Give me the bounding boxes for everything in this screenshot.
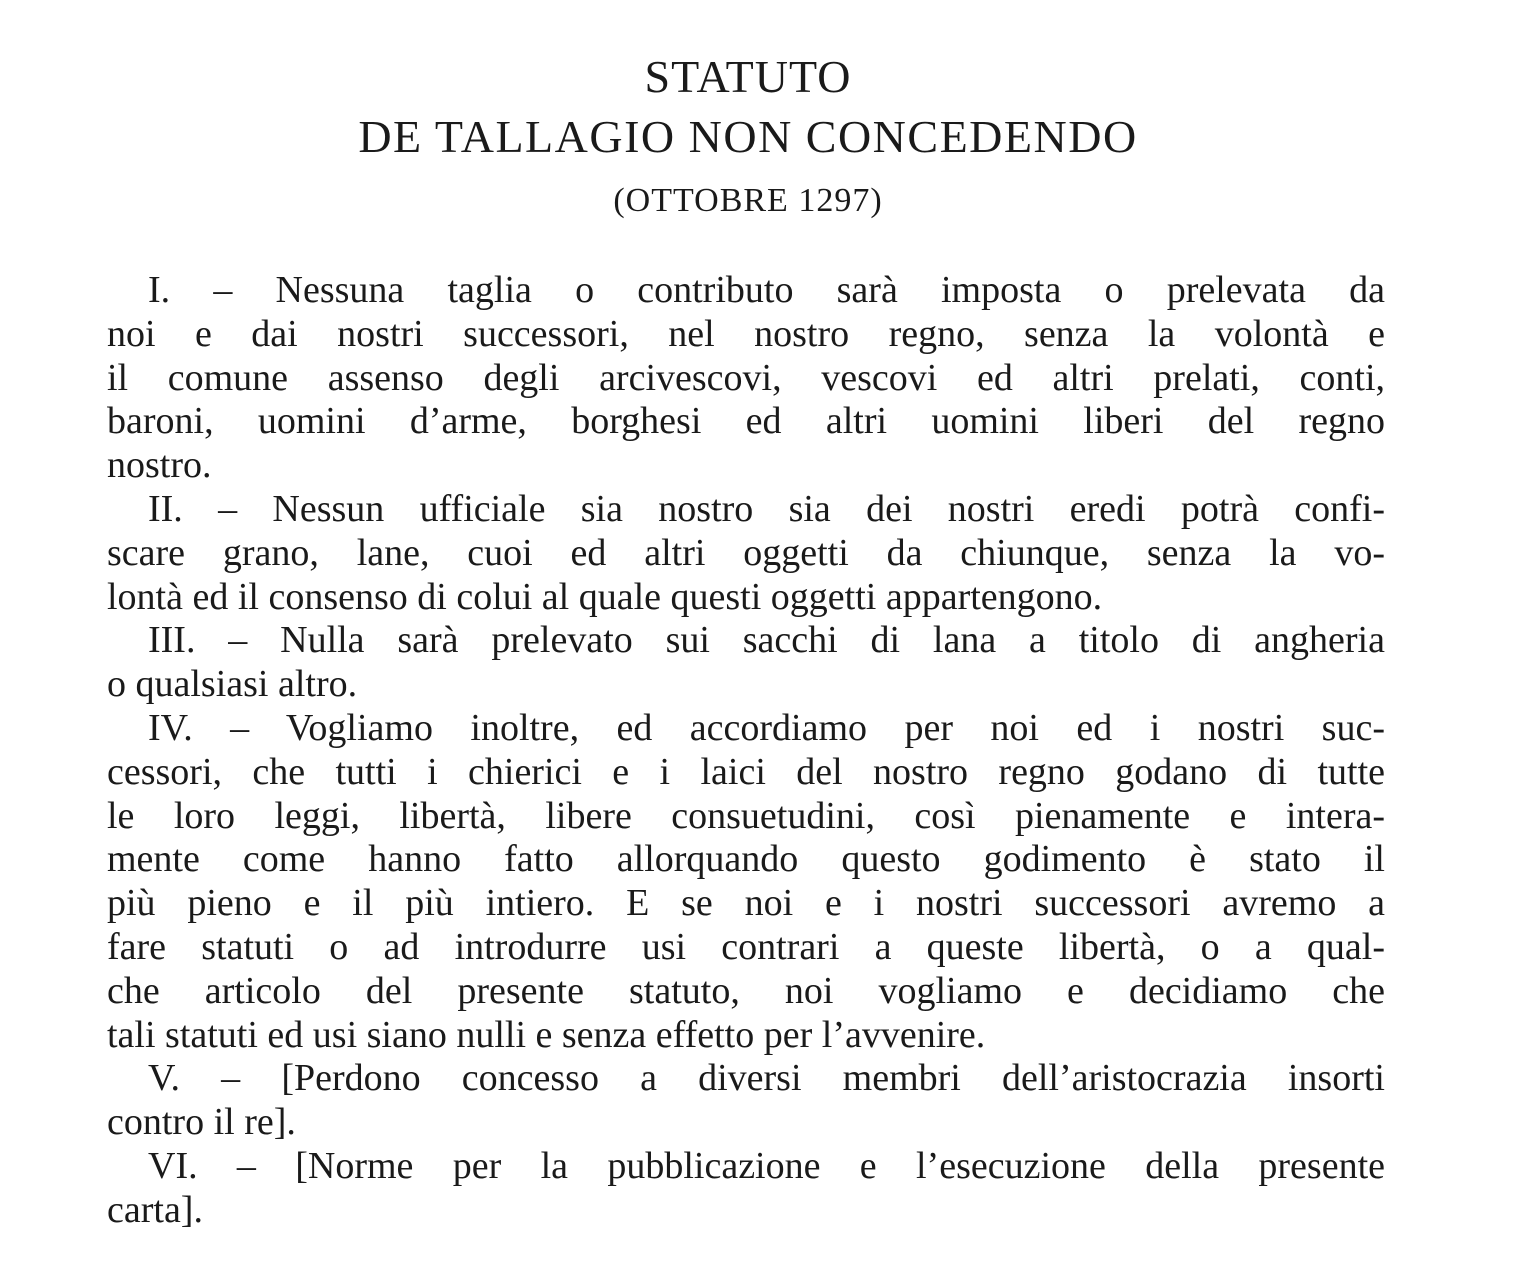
- text-line: nostro.: [107, 444, 212, 487]
- document-date: (OTTOBRE 1297): [613, 182, 883, 219]
- text-line: noi e dai nostri successori, nel nostro regno, senza la volontà e: [107, 312, 1385, 355]
- text-line: che articolo del presente statuto, noi vogliamo e decidiamo che: [107, 969, 1385, 1012]
- text-line: lontà ed il consenso di colui al quale questi oggetti appartengono.: [107, 575, 1103, 618]
- document-title: STATUTO: [644, 51, 852, 102]
- text-line: I. – Nessuna taglia o contributo sarà imposta o prelevata da: [148, 269, 1385, 311]
- text-line: più pieno e il più intiero. E se noi e i nostri successori avremo a: [107, 882, 1385, 925]
- document-subtitle: DE TALLAGIO NON CONCEDENDO: [358, 111, 1138, 162]
- text-line: baroni, uomini d’arme, borghesi ed altri uomini liberi del regno: [107, 400, 1385, 443]
- text-line: fare statuti o ad introdurre usi contrari a queste libertà, o a qual-: [107, 926, 1385, 968]
- text-line: cessori, che tutti i chierici e i laici del nostro regno godano di tutte: [107, 750, 1385, 793]
- text-line: o qualsiasi altro.: [107, 663, 358, 706]
- text-line: il comune assenso degli arcivescovi, vescovi ed altri prelati, conti,: [107, 356, 1385, 399]
- text-line: carta].: [107, 1188, 203, 1231]
- text-line: III. – Nulla sarà prelevato sui sacchi di lana a titolo di angheria: [148, 619, 1385, 662]
- text-line: IV. – Vogliamo inoltre, ed accordiamo per noi ed i nostri suc-: [148, 707, 1385, 749]
- text-line: II. – Nessun ufficiale sia nostro sia dei nostri eredi potrà confi-: [148, 488, 1385, 530]
- text-line: scare grano, lane, cuoi ed altri oggetti da chiunque, senza la vo-: [107, 531, 1385, 574]
- text-line: tali statuti ed usi siano nulli e senza effetto per l’avvenire.: [107, 1013, 986, 1056]
- text-line: contro il re].: [107, 1101, 296, 1144]
- text-line: le loro leggi, libertà, libere consuetudini, così pienamente e intera-: [107, 794, 1385, 837]
- text-line: mente come hanno fatto allorquando questo godimento è stato il: [107, 838, 1385, 881]
- text-line: VI. – [Norme per la pubblicazione e l’esecuzione della presente: [148, 1145, 1385, 1187]
- text-line: V. – [Perdono concesso a diversi membri dell’aristocrazia insorti: [148, 1057, 1385, 1100]
